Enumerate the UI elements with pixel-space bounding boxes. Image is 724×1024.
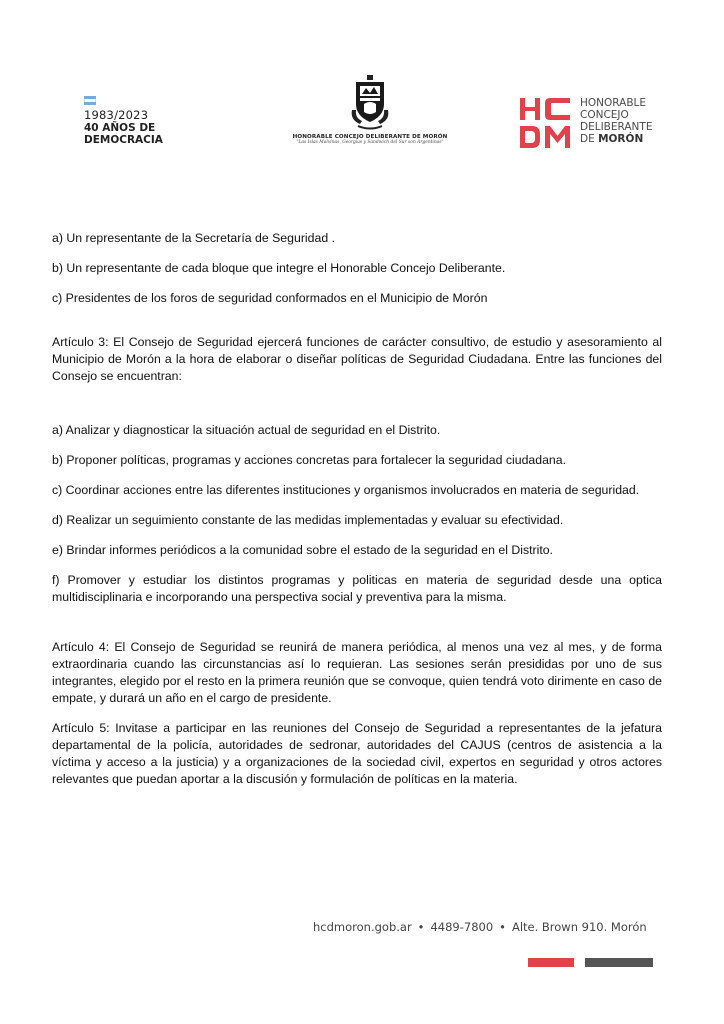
bullet-icon: •: [417, 920, 425, 934]
list-item: a) Analizar y diagnosticar la situación actual de seguridad en el Distrito.: [52, 423, 441, 437]
members-list: [52, 230, 662, 307]
seal-icon: [348, 74, 392, 132]
council-motto: "Las Islas Malvinas, Georgias y Sandwich del Sur son Argentinas": [296, 140, 444, 145]
wordmark-line-2: CONCEJO: [580, 109, 629, 121]
article-5: Artículo 5: Invitase a participar en las reuniones del Consejo de Seguridad a representantes de la jefatura departamental de la policía, autoridades de sedronar, autoridades del CAJUS (centros de asistencia a la víctima y acceso a la justicia) y a organizaciones de la sociedad civil, expertos en seguridad y otros actores relevantes que puedan aportar a la discusión y formulación de políticas en la materia.: [52, 721, 662, 786]
list-item: b) Un representante de cada bloque que integre el Honorable Concejo Deliberante.: [52, 261, 506, 275]
democracy-logo: [84, 96, 174, 146]
footer-contact: [313, 920, 653, 934]
list-item: e) Brindar informes periódicos a la comunidad sobre el estado de la seguridad en el Distrito.: [52, 543, 554, 557]
functions-list: [52, 422, 662, 606]
council-name: HONORABLE CONCEJO DELIBERANTE DE MORÓN: [292, 134, 448, 140]
council-seal-block: [280, 74, 460, 145]
anos-label: 40 AÑOS DE: [84, 122, 156, 134]
footer-gray-bar: [585, 958, 653, 967]
hcdm-monogram-icon: [518, 96, 574, 152]
list-item: d) Realizar un seguimiento constante de las medidas implementadas y evaluar su efectividad.: [52, 513, 564, 527]
document-body: [52, 230, 662, 788]
wordmark-line-1: HONORABLE: [580, 97, 647, 109]
footer-red-bar: [528, 958, 574, 967]
article-4: Artículo 4: El Consejo de Seguridad se reunirá de manera periódica, al menos una vez al mes, y de forma extraordinaria cuando las circunstancias así lo requieran. Las sesiones serán presididas por uno de sus integrantes, elegido por el resto en la primera reunión que se convoque, quien tendrá voto dirimente en caso de empate, y durará un año en el cargo de presidente.: [52, 640, 662, 705]
footer-phone: 4489-7800: [430, 920, 494, 934]
argentina-flag-icon: [84, 96, 96, 105]
democracia-label: DEMOCRACIA: [84, 134, 163, 146]
years-label: 1983/2023: [84, 108, 149, 122]
wordmark-line-4: DE MORÓN: [580, 133, 644, 145]
hcdm-logo: [518, 96, 658, 156]
wordmark-line-3: DELIBERANTE: [580, 121, 653, 133]
footer-website: hcdmoron.gob.ar: [313, 920, 412, 934]
list-item: f) Promover y estudiar los distintos programas y politicas en materia de seguridad desde una optica multidisciplinaria e incorporando una perspectiva social y preventiva para la misma.: [52, 573, 662, 604]
list-item: c) Coordinar acciones entre las diferentes instituciones y organismos involucrados en materia de seguridad.: [52, 483, 640, 497]
list-item: a) Un representante de la Secretaría de Seguridad .: [52, 231, 336, 245]
hcdm-wordmark: [580, 97, 652, 145]
footer-address: Alte. Brown 910. Morón: [511, 920, 647, 934]
list-item: c) Presidentes de los foros de seguridad conformados en el Municipio de Morón: [52, 291, 488, 305]
list-item: b) Proponer políticas, programas y acciones concretas para fortalecer la seguridad ciudadana.: [52, 453, 567, 467]
article-3: Artículo 3: El Consejo de Seguridad ejercerá funciones de carácter consultivo, de estudio y asesoramiento al Municipio de Morón a la hora de elaborar o diseñar políticas de Seguridad Ciudadana. Entre las funciones del Consejo se encuentran:: [52, 335, 662, 383]
bullet-icon: •: [499, 920, 506, 934]
